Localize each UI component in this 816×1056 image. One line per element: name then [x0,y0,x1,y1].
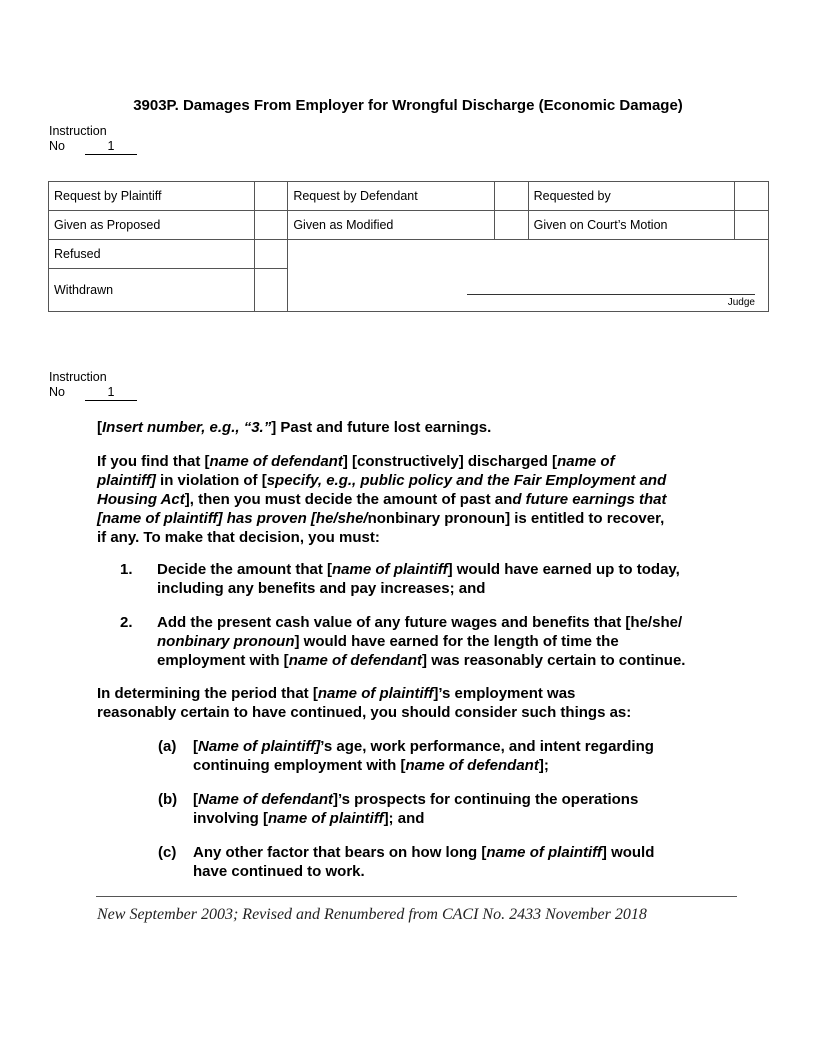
placeholder-text: [name of plaintiff] has proven [he/she/ [97,510,368,527]
judge-signature-line[interactable] [467,294,755,295]
instruction-status-table [48,181,769,312]
list-marker: (b) [158,791,178,808]
text-segment: In determining the period that [ [97,685,318,702]
text-segment: ] would have earned for the length of time the [294,633,619,650]
given-courts-motion-label: Given on Court’s Motion [528,211,735,240]
footer-rule [96,896,737,897]
list-item-text [193,790,638,828]
text-segment: ] would have earned up to today, [447,561,680,578]
text-line [157,613,685,632]
text-segment: Add the present cash value of any future wages and benefits that [he/she/ [157,614,683,631]
text-line [157,651,685,670]
text-segment: ]’s prospects for continuing the operations [333,791,639,808]
no-label: No [49,385,65,399]
placeholder-text: name of plaintiff [317,685,434,702]
instruction-label: Instruction [49,124,107,138]
withdrawn-label: Withdrawn [49,269,255,312]
list-item-text [157,560,680,598]
text-segment: ]; [538,757,549,774]
placeholder-text: name of plaintiff [486,844,602,861]
list-item-text [157,613,685,670]
text-segment: nonbinary pronoun] is entitled to recover, [367,510,665,527]
text-line [193,809,638,828]
list-item [120,560,680,598]
withdrawn-box[interactable] [254,269,288,312]
list-item [158,737,654,775]
text-line [157,632,685,651]
text-line [97,490,667,509]
placeholder-text: name of plaintiff [332,561,448,578]
text-segment: reasonably certain to have continued, you should consider such things as: [97,704,632,721]
instruction-number-top [49,124,137,155]
text-line [193,737,654,756]
judge-signature-cell [288,240,769,312]
given-as-proposed-box[interactable] [254,211,288,240]
text-line [193,756,654,775]
text-segment: ], then you must decide the amount of past an [184,491,513,508]
text-line [97,528,667,547]
requested-by-box[interactable] [735,182,769,211]
text-segment: have continued to work. [193,863,365,880]
text-segment: Decide the amount that [ [157,561,333,578]
list-item [158,843,654,881]
given-as-modified-box[interactable] [494,211,528,240]
no-label: No [49,139,65,153]
text-segment: involving [ [193,810,268,827]
request-defendant-label: Request by Defendant [288,182,495,211]
instruction-number-body [49,370,137,401]
text-line [97,452,667,471]
request-plaintiff-box[interactable] [254,182,288,211]
placeholder-text: name of plaintiff [268,810,384,827]
text-segment: continuing employment with [ [193,757,406,774]
list-marker: 2. [120,614,133,631]
text-segment: ]; and [383,810,425,827]
placeholder-text: Name of defendant [198,791,334,808]
text-segment: If you find that [ [97,453,210,470]
placeholder-text: specify, e.g., public policy and the Fair Employment and [266,472,667,489]
text-segment: ] would [601,844,655,861]
request-plaintiff-label: Request by Plaintiff [49,182,255,211]
placeholder-text: nonbinary pronoun [157,633,295,650]
text-segment: in violation of [ [155,472,267,489]
refused-label: Refused [49,240,255,269]
placeholder-text: name of defendant [405,757,539,774]
placeholder-text: Housing Act [97,491,185,508]
text-line [157,579,680,598]
requested-by-label: Requested by [528,182,735,211]
list-marker: (a) [158,738,177,755]
text-segment: ] [constructively] discharged [ [342,453,558,470]
text-line [97,509,667,528]
list-item [120,613,685,670]
list-marker: 1. [120,561,133,578]
text-line [193,790,638,809]
footer-history-note: New September 2003; Revised and Renumbered from CACI No. 2433 November 2018 [97,906,647,923]
text-line [193,843,654,862]
given-as-proposed-label: Given as Proposed [49,211,255,240]
page-title: 3903P. Damages From Employer for Wrongful Discharge (Economic Damage) [133,97,683,114]
text-segment: ] was reasonably certain to continue. [422,652,686,669]
placeholder-text: d future earnings that [512,491,667,508]
paragraph [97,684,631,722]
text-segment: [ [193,738,198,755]
request-defendant-box[interactable] [494,182,528,211]
placeholder-text: Insert number, e.g., “3.” [102,419,272,436]
text-segment: ] Past and future lost earnings. [271,419,492,436]
instruction-no-value: 1 [85,139,137,155]
given-courts-motion-box[interactable] [735,211,769,240]
instruction-no-value: 1 [85,385,137,401]
text-segment: if any. To make that decision, you must: [97,529,380,546]
text-segment: including any benefits and pay increases; and [157,580,486,597]
text-line [97,684,631,703]
text-line [157,560,680,579]
list-item-text [193,737,654,775]
text-segment: ’s age, work performance, and intent regarding [320,738,654,755]
text-line [193,862,654,881]
list-item-text [193,843,654,881]
placeholder-text: plaintiff] [97,472,156,489]
text-segment: Any other factor that bears on how long [ [193,844,487,861]
given-as-modified-label: Given as Modified [288,211,495,240]
text-segment: employment with [ [157,652,289,669]
placeholder-text: Name of plaintiff] [198,738,321,755]
text-line [97,418,491,437]
text-segment: [ [193,791,198,808]
text-line [97,471,667,490]
list-item [158,790,638,828]
placeholder-text: name of [557,453,615,470]
text-segment: ]’s employment was [433,685,576,702]
text-segment: [ [97,419,102,436]
text-line [97,703,631,722]
judge-label: Judge [727,297,755,308]
instruction-label: Instruction [49,370,107,384]
placeholder-text: name of defendant [209,453,343,470]
refused-box[interactable] [254,240,288,269]
placeholder-text: name of defendant [288,652,423,669]
paragraph [97,418,491,437]
paragraph [97,452,667,547]
list-marker: (c) [158,844,177,861]
